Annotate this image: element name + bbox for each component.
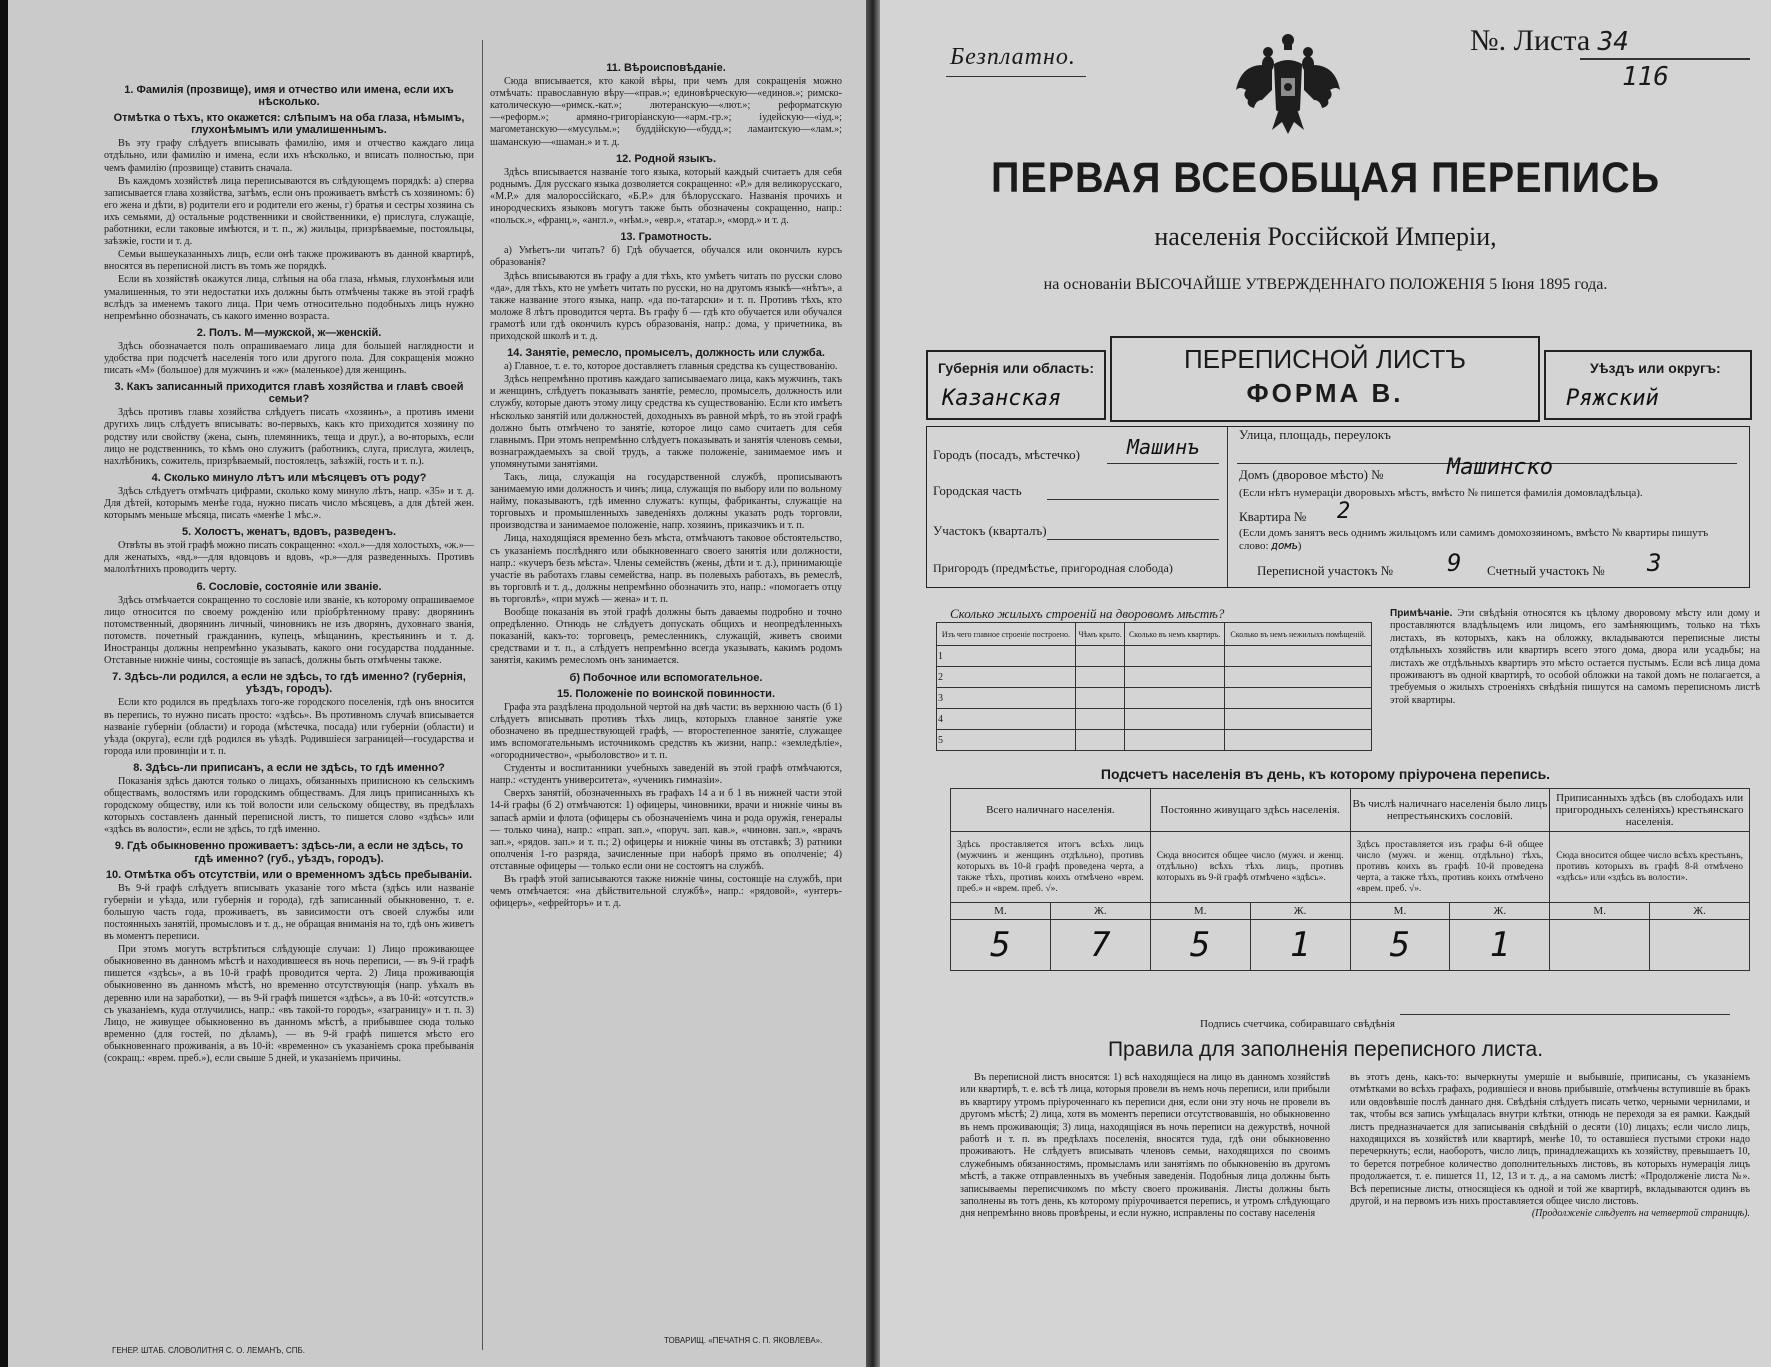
instruction-paragraph: а) Умѣетъ-ли читать? б) Гдѣ обучается, обучался или окончилъ курсъ образованія? <box>490 245 842 269</box>
instruction-paragraph: Въ 9-й графѣ слѣдуетъ вписывать указаніе того мѣста (здѣсь или названіе губерніи и уѣзда, или губернія и города), гдѣ записанный обыкновенно, т. е. большую часть года, проживаетъ, въ зависимости отъ своей службы или постоянныхъ занятій, промысловъ и т. д., не обращая вниманія на то, гдѣ онъ живетъ въ моментъ переписи. <box>104 882 474 943</box>
tally-column-description: Здѣсь проставляется изъ графы 6-й общее число (мужч. и женщ. отдѣльно) тѣхъ, противъ коихъ въ графѣ 10-й проведена черта, а также тѣхъ, противъ коихъ отмѣчено «врем. преб. √». <box>1350 832 1550 903</box>
buildings-cell[interactable] <box>1225 667 1372 688</box>
house-value[interactable]: Машинско <box>1447 455 1553 480</box>
section-heading: 8. Здѣсь-ли приписанъ, а если не здѣсь, то гдѣ именно? <box>133 761 445 774</box>
section-heading: б) Побочное или вспомогательное. <box>569 671 763 684</box>
buildings-cell[interactable] <box>1125 688 1225 709</box>
instruction-paragraph: Сюда вписывается, кто какой вѣры, при чемъ для сокращенія можно отмѣчать: православную вѣру—«прав.»; единовѣрческую—«единов.»; римско-католическую—«римск.-кат.»; лютеранскую—«лют.»; реформатскую—«реформ.»; армяно-григоріанскую—«арм.-гр.»; іудейскую—«іуд.»; магометанскую—«мусульм.»; буддійскую—«будд.»; ламаитскую—«лам.»; шаманскую—«шаман.» и т. д. <box>490 76 842 148</box>
section-heading: Отмѣтка о тѣхъ, кто окажется: слѣпымъ на оба глаза, нѣмымъ, глухонѣмымъ или умалишеннымъ. <box>113 112 465 137</box>
male-header: М. <box>1150 903 1250 920</box>
instruction-paragraph: Въ эту графу слѣдуетъ вписывать фамилію, имя и отчество каждаго лица отдѣльно, или фамилію и имена, если ихъ нѣсколько, и вписать полностью, при чемъ фамилію (прозвище) ставить сначала. <box>104 138 474 174</box>
city-label: Городъ (посадъ, мѣстечко) <box>933 447 1080 462</box>
buildings-row-number[interactable]: 4 <box>937 709 1076 730</box>
signature-label: Подпись счетчика, собиравшаго свѣдѣнія <box>1200 1018 1395 1030</box>
district-box <box>1544 350 1752 420</box>
buildings-cell[interactable] <box>1225 646 1372 667</box>
rules-continued: (Продолженіе слѣдуетъ на четвертой страницѣ). <box>1531 1208 1750 1220</box>
count-district-label: Счетный участокъ № <box>1487 563 1605 578</box>
instruction-paragraph: Здѣсь отмѣчается сокращенно то сословіе или званіе, къ которому опрашиваемое лицо относится по своему рожденію или пріобрѣтенному праву: дворянинъ потомственный, дворянинъ личный, чиновникъ не изъ дворянъ, духовнаго званія, потомств. почетный гражданинъ, купецъ, мѣщанинъ, крестьянинъ и т. д. Иностранцы должны непремѣнно указывать, какого они государства подданные. Отставные нижніе чины, состоящіе въ запасѣ, должны быть отмѣчены также. <box>104 594 474 667</box>
census-district-label: Переписной участокъ № <box>1257 563 1394 578</box>
buildings-cell[interactable] <box>1125 709 1225 730</box>
address-box <box>926 426 1750 588</box>
district-value[interactable]: Ряжский <box>1566 386 1659 411</box>
tally-column-description: Здѣсь проставляется итогъ всѣхъ лицъ (мужчинъ и женщинъ отдѣльно), противъ которыхъ въ 10-й графѣ проведена черта, а также тѣхъ, противъ коихъ отмѣчено «врем. преб.» и «врем. преб. √». <box>951 832 1151 903</box>
male-header: М. <box>1350 903 1450 920</box>
buildings-row-number[interactable]: 2 <box>937 667 1076 688</box>
rules-right-column: въ этотъ день, какъ-то: вычеркнуты умершіе и выбывшіе, приписаны, съ указаніемъ отмѣтками во всѣхъ графахъ, родившіеся и вновь прибывшіе, отмѣчены вступившіе въ бракъ или овдовѣвшіе послѣ даннаго дня. Свѣдѣнія слѣдуетъ писать четко, черными чернилами, и так, чтобы вся запись умѣщалась внутри клѣтки, отнюдь не переходя за ея рамки. Каждый листъ предназначается для записыванія свѣдѣній о десяти (10) лицахъ; если число лицъ, находящихся въ хозяйствѣ или квартирѣ, менѣе 10, то оставшіеся пустыми строки надо перечеркнуть; если, наоборотъ, число лицъ, принадлежащихъ къ хозяйству, превышаетъ 10, то берется потребное количество дополнительныхъ листовъ, въ которыхъ нумерація лицъ продолжается, т. е. пишется 11, 12, 13 и т. д., а на самомъ листѣ: «Продолженіе листа №». Всѣ переписные листы, относящіеся къ одной и той же квартирѣ, вкладываются одинъ въ другой, и на первомъ изъ нихъ проставляется общее число листовъ. (Продолженіе слѣдуетъ на четвертой страницѣ). <box>1350 1072 1750 1220</box>
section-heading: 9. Гдѣ обыкновенно проживаетъ: здѣсь-ли, а если не здѣсь, то гдѣ именно? (губ., уѣздъ, городъ). <box>114 840 464 865</box>
tally-column-description: Сюда вносится общее число всѣхъ крестьянъ, противъ которыхъ въ графѣ 8-й отмѣчено «здѣсь» или «здѣсь въ волости». <box>1550 832 1750 903</box>
column-divider <box>482 40 483 1350</box>
instruction-paragraph: а) Главное, т. е. то, которое доставляетъ главныя средства къ существованію. <box>504 361 838 373</box>
female-header: Ж. <box>1250 903 1350 920</box>
instruction-paragraph: Такъ, лица, служащія на государственной службѣ, прописываютъ занимаемую ими должность и чинъ; лица, служащія по выбору или по вольному найму, показываютъ, гдѣ именно служатъ: купцы, фабриканты, служащіе на торговыхъ и промышленныхъ заведеніяхъ должны указать родъ торговли, производства и занимаемое положеніе, напр. хозяинъ, приказчикъ и т. п. <box>490 472 842 532</box>
tally-value[interactable]: 1 <box>1450 920 1550 971</box>
section-heading: 15. Положеніе по воинской повинности. <box>556 687 775 700</box>
section-heading: 7. Здѣсь-ли родился, а если не здѣсь, то гдѣ именно? (губернія, уѣздъ, городъ). <box>112 671 466 696</box>
female-header: Ж. <box>1450 903 1550 920</box>
instruction-paragraph: Студенты и воспитанники учебныхъ заведеній въ этой графѣ отмѣчаются, напр.: «студентъ университета», «ученикъ гимназіи». <box>490 763 842 787</box>
buildings-cell[interactable] <box>1075 730 1124 751</box>
instruction-paragraph: Здѣсь противъ главы хозяйства слѣдуетъ писать «хозяинъ», а противъ имени другихъ лицъ слѣдуетъ вписывать: во-первыхъ, какъ кто приходится хозяину по родству или свойству (жена, сынъ, племянникъ, теща и друг.), а во-вторыхъ, если лицо не родственникъ, то кѣмъ оно служитъ (работникъ, слуга, прислуга, жилецъ, нахлѣбникъ, сожитель, призрѣваемый, постоялецъ, заѣзжій, гость и т. п.). <box>104 407 474 467</box>
tally-column-head: Въ числѣ наличнаго населенія было лицъ непрестьянскихъ сословій. <box>1350 789 1550 832</box>
section-heading: 14. Занятіе, ремесло, промыселъ, должность или служба. <box>507 347 825 360</box>
tally-column-description: Сюда вносится общее число (мужч. и женщ. отдѣльно) всѣхъ тѣхъ лицъ, противъ которыхъ въ 9-й графѣ отмѣчено «здѣсь». <box>1150 832 1350 903</box>
street-label: Улица, площадь, переулокъ <box>1239 427 1391 442</box>
female-header: Ж. <box>1050 903 1150 920</box>
tally-table <box>950 788 1750 971</box>
instruction-paragraph: Здѣсь слѣдуетъ отмѣчать цифрами, сколько кому минуло лѣтъ, напр. «35» и т. д. Для дѣтей, которымъ менѣе года, нужно писать число мѣсяцевъ, а для дѣтей жен. которымъ меньше мѣсяца, писать «менѣе 1 мѣс.». <box>104 485 474 522</box>
imperial-eagle-icon <box>1232 30 1344 135</box>
section-heading: 6. Сословіе, состояніе или званіе. <box>196 580 382 593</box>
buildings-question: Сколько жилыхъ строеній на дворовомъ мѣстѣ? <box>950 606 1225 621</box>
province-box <box>926 350 1106 420</box>
buildings-table <box>936 622 1372 751</box>
section-heading: 12. Родной языкъ. <box>615 152 716 165</box>
form-title: ПЕРЕПИСНОЙ ЛИСТЪ <box>1184 344 1466 374</box>
section-heading: 11. Вѣроисповѣданіе. <box>606 62 726 74</box>
tally-value[interactable] <box>1550 920 1650 971</box>
buildings-row-number[interactable]: 5 <box>937 730 1076 751</box>
form-letter: ФОРМА В. <box>1246 378 1404 408</box>
instruction-paragraph: Если въ хозяйствѣ окажутся лица, слѣпыя на оба глаза, нѣмыя, глухонѣмыя или умалишенныя, то эти недостатки ихъ должны быть отмѣчены также въ этой графѣ вслѣдъ за именемъ такого лица. При чемъ относительно подобныхъ лицъ нужно непремѣнно обозначать, съ какого именно возраста. <box>104 274 474 322</box>
sheet-underline <box>1580 58 1750 60</box>
apartment-value[interactable]: 2 <box>1337 499 1351 524</box>
buildings-cell[interactable] <box>1075 646 1124 667</box>
count-district-value[interactable]: 3 <box>1647 549 1662 577</box>
female-header: Ж. <box>1650 903 1750 920</box>
buildings-header: Изъ чего главное строеніе построено. <box>937 623 1076 646</box>
male-header: М. <box>1550 903 1650 920</box>
district-label: Уѣздъ или округъ: <box>1590 360 1721 376</box>
buildings-row-number[interactable]: 3 <box>937 688 1076 709</box>
instruction-paragraph: При этомъ могутъ встрѣтиться слѣдующіе случаи: 1) Лицо проживающее обыкновенно въ данномъ мѣстѣ и находившееся въ ночь переписи, — въ 9-й графѣ пишется «здѣсь», а въ 10-й графѣ проводится черта. 2) Лица проживающія обыкновенно въ данномъ мѣстѣ, но временно отсутствующія (напр. уѣхалъ въ деревню или на заработки), — въ 9-й графѣ пишется «здѣсь», а въ 10-й: «отсутств.» съ указаніемъ, куда отлучились, напр.: «въ такой-то городъ», «заграницу» и т. п. 3) Лицо, не живущее обыкновенно въ данномъ мѣстѣ, а прибывшее сюда только временно (для гостей, по дѣламъ), — въ 9-й графѣ пишется мѣсто его обыкновеннаго проживанія, а въ 10-й: «временно» съ указаніемъ срока пребыванія (сокращ.: «врем. преб.»), если свыше 5 дней, и указаніемъ причины. <box>104 944 474 1065</box>
house-note: (Если нѣтъ нумераціи дворовыхъ мѣстъ, вмѣсто № пишется фамилія домовладѣльца). <box>1239 487 1643 499</box>
section-heading: 4. Сколько минуло лѣтъ или мѣсяцевъ отъ роду? <box>151 471 427 484</box>
free-label: Безплатно. <box>950 44 1076 70</box>
signature-line <box>1400 1014 1730 1015</box>
city-part-label: Городская часть <box>933 483 1022 498</box>
male-header: М. <box>951 903 1051 920</box>
printer-footer-left: ГЕНЕР. ШТАБ. СЛОВОЛИТНЯ С. О. ЛЕМАНЪ, СПБ. <box>112 1346 305 1355</box>
instruction-paragraph: Въ каждомъ хозяйствѣ лица переписываются въ слѣдующемъ порядкѣ: а) сперва записывается глава хозяйства, затѣмъ, если онъ проживаетъ вмѣстѣ съ хозяиномъ: б) его жена и дѣти, в) родители его и родители его жены, г) братья и сестры хозяина съ ихъ семьями, д) остальные родственники и свойственники, е) прислуга, служащіе, работники, если таковые имѣются, и т. п., ж) жильцы, призрѣваемые, постояльцы, заѣзжіе, гости и т. д. <box>104 175 474 248</box>
instruction-paragraph: Графа эта раздѣлена продольной чертой на двѣ части: въ верхнюю часть (б 1) слѣдуетъ вписывать противъ тѣхъ лицъ, которыхъ главное занятіе уже обозначено въ предшествующей графѣ, — второстепенное занятіе, служащее имъ вспомогательнымъ источникомъ средствъ къ жизни, напр.: «земледѣліе», «огородничество», «рыболовство» и т. п. <box>490 701 842 762</box>
instruction-paragraph: Сверхъ занятій, обозначенныхъ въ графахъ 14 а и б 1 въ нижней части этой 14-й графы (б 2) отмѣчаются: 1) офицеры, чиновники, врачи и нижніе чины въ запасѣ арміи и флота (офицеры съ обозначеніемъ чина и рода оружія, генералы — только чина), напр.: «прап. зап.», «поруч. зап. кав.», «чиновн. зап.», «врачъ зап.», «рядов. зап.» и т. п.; 2) офицеры и нижніе чины въ отставкѣ; 3) ратники ополченія 1-го разряда, зачисленные при наборѣ прямо въ ополченіе; 4) отставные офицеры — только если они не состоятъ на службѣ. <box>490 788 842 872</box>
section-heading: 3. Какъ записанный приходится главѣ хозяйства и главѣ своей семьи? <box>114 381 464 406</box>
instruction-paragraph: Семьи вышеуказанныхъ лицъ, если онѣ также проживаютъ въ данной квартирѣ, вносятся въ переписной листъ въ томъ же порядкѣ. <box>104 249 474 273</box>
instruction-paragraph: Если кто родился въ предѣлахъ того-же городского поселенія, гдѣ онъ вносится въ перепись, то нужно писать просто: «здѣсь». Въ противномъ случаѣ вписывается названіе губерніи (области) и города (мѣстечка, посада) или губерніи (области) и уѣзда (округа), если гдѣ родился въ уѣздѣ. Родившіеся заграницей—государства и города или провинціи и т. п. <box>104 697 474 757</box>
instruction-paragraph: Отвѣты въ этой графѣ можно писать сокращенно: «хол.»—для холостыхъ, «ж.»—для женатыхъ, «вд.»—для вдовцовъ и вдовъ, «р.»—для разведенныхъ. Противъ малолѣтнихъ проводить черту. <box>104 540 474 576</box>
rules-left-column: Въ переписной листъ вносятся: 1) всѣ находящіеся на лицо въ данномъ хозяйствѣ или квартирѣ, т. е. всѣ тѣ лица, которыя провели въ немъ ночь переписи, или прибыли въ квартиру утромъ пріуроченнаго къ переписи дня, если они эту ночь не провели въ другомъ мѣстѣ; 2) лица, хотя въ моментъ переписи отсутствовавшія, но обыкновенно въ немъ проживающія; 3) лица, находящіяся въ ночь переписи на дежурствѣ, ночной работѣ и т. п. въ предѣлахъ поселенія, вносятся туда, гдѣ они обыкновенно проживаютъ. Не слѣдуетъ вписывать членовъ семьи, находящихся по своимъ служебнымъ обязанностямъ, промысламъ или занятіямъ по обыкновенію въ другомъ мѣстѣ, а также отправленныхъ въ учебныя заведенія. Подобныя лица должны быть записываемы переписчикомъ по мѣсту своего проживанія. Листы должны быть заполнены въ тотъ день, къ которому пріурочивается перепись, и утромъ слѣдующаго дня непремѣнно вновь провѣрены, и если нужно, исправлены по составу населенія <box>960 1072 1330 1220</box>
tally-value[interactable]: 5 <box>1350 920 1450 971</box>
apartment-label: Квартира № <box>1239 509 1307 524</box>
free-underline <box>946 76 1086 77</box>
tally-value[interactable] <box>1650 920 1750 971</box>
buildings-header: Чѣмъ крыто. <box>1075 623 1124 646</box>
instruction-paragraph: Здѣсь вписывается названіе того языка, который каждый считаетъ для себя роднымъ. Для русскаго языка дозволяется сокращенно: «Р.» для великорусскаго, «М.Р.» для малороссійскаго, «Б.Р.» для бѣлорусскаго. Названія прочихъ и инородческихъ языковъ могутъ также быть обозначены сокращенно, напр.: «польск.», «франц.», «англ.», «нѣм.», «евр.», «татар.», «морд.» и т. д. <box>490 166 842 227</box>
census-subtitle: населенія Россійской Имперіи, <box>1154 222 1497 251</box>
census-title: ПЕРВАЯ ВСЕОБЩАЯ ПЕРЕПИСЬ <box>991 154 1660 202</box>
buildings-header: Сколько въ немъ квартиръ. <box>1125 623 1225 646</box>
note-text: Эти свѣдѣнія относятся къ цѣлому дворовому мѣсту или дому и проставляются владѣльцемъ или лицомъ, его замѣняющимъ, только на тѣхъ листахъ, въ которыхъ, какъ на обложку, вкладываются переписные листы отдѣльныхъ хозяйствъ или квартиръ всего этого дома, двора или усадьбы; на листахъ же отдѣльныхъ квартиръ это мѣсто остается пустымъ. Если всѣ лица дома проживаютъ въ одной квартирѣ, то особой обложки на такой домъ не полагается, а требуемыя о жилыхъ строеніяхъ свѣдѣнія пишутся на самомъ переписномъ листѣ этой квартиры. <box>1390 608 1761 706</box>
tally-value[interactable]: 1 <box>1250 920 1350 971</box>
buildings-cell[interactable] <box>1075 688 1124 709</box>
instruction-paragraph: Въ графѣ этой записываются также нижніе чины, состоящіе на службѣ, при чемъ отмѣчается: «на дѣйствительной службѣ», напр.: «рядовой», «унтеръ-офицеръ», «ефрейторъ» и т. д. <box>490 874 842 910</box>
buildings-cell[interactable] <box>1225 730 1372 751</box>
archive-page-number: 116 <box>1622 62 1669 92</box>
province-value[interactable]: Казанская <box>942 386 1062 411</box>
buildings-cell[interactable] <box>1125 667 1225 688</box>
buildings-cell[interactable] <box>1125 646 1225 667</box>
section-heading: 10. Отмѣтка объ отсутствіи, или о временномъ здѣсь пребываніи. <box>105 868 473 881</box>
book-gutter <box>866 0 880 1367</box>
tally-value[interactable]: 7 <box>1050 920 1150 971</box>
tally-title: Подсчетъ населенія въ день, къ которому пріурочена перепись. <box>1100 766 1551 782</box>
instructions-column-2 <box>490 58 842 1330</box>
section-heading: 1. Фамилія (прозвище), имя и отчество или имена, если ихъ нѣсколько. <box>124 84 454 109</box>
buildings-cell[interactable] <box>1225 709 1372 730</box>
province-label: Губернія или область: <box>938 360 1095 376</box>
instruction-paragraph: Здѣсь обозначается полъ опрашиваемаго лица для большей наглядности и удобства при подсчетѣ населенія того или другого пола. Для сокращенія можно писать «М» (большое) для мужчинъ и «ж» (маленькое) для женщинъ. <box>104 340 474 377</box>
instruction-paragraph: Показанія здѣсь даются только о лицахъ, обязанныхъ приписною къ сельскимъ обществамъ, волостямъ или городскимъ обществамъ. Для лицъ приписанныхъ къ городскому обществу, или къ той волости или сельскому обществу, въ предѣлахъ которыхъ составленъ данный переписной листъ, то пишется слово «здѣсь» или «здѣсь въ волости», если не здѣсь, то гдѣ именно. <box>104 775 474 836</box>
suburb-label: Пригородъ (предмѣстье, пригородная слобода) <box>933 561 1173 575</box>
instructions-column-1 <box>104 80 474 1330</box>
form-title-box <box>1110 336 1540 422</box>
instruction-paragraph: Здѣсь непремѣнно противъ каждаго записываемаго лица, какъ мужчинъ, такъ и женщинъ, слѣдуетъ показывать занятіе, ремесло, промыселъ, должность или службу, которые даютъ этому лицу средства къ существованію. Если кто имѣетъ нѣсколько занятій или должностей, доходныхъ въ равной мѣрѣ, то въ этой графѣ должно быть отмѣчено то занятіе, которое лицо само считаетъ для себя главнымъ. При этомъ непремѣнно слѣдуетъ показывать и занятія членовъ семьи, вознаграждаемыхъ за свой трудъ, а также положеніе, занимаемое имъ и упомянутыми занятіями. <box>490 374 842 470</box>
buildings-row-number[interactable]: 1 <box>937 646 1076 667</box>
note-block <box>1390 608 1760 707</box>
section-heading: 13. Грамотность. <box>620 231 712 244</box>
buildings-cell[interactable] <box>1075 667 1124 688</box>
right-page <box>880 0 1771 1367</box>
tally-column-head: Приписанныхъ здѣсь (въ слободахъ или пригородныхъ селеніяхъ) крестьянскаго населенія. <box>1550 789 1750 832</box>
apartment-note: (Если домъ занятъ весь однимъ жильцомъ или самимъ домохозяиномъ, вмѣсто № квартиры пишутъ слово: домъ) <box>1239 527 1709 552</box>
census-district-value[interactable]: 9 <box>1447 549 1462 577</box>
sheet-number-label: №. Листа 34 <box>1470 24 1629 57</box>
section-heading: 5. Холостъ, женатъ, вдовъ, разведенъ. <box>181 526 397 539</box>
legal-basis: на основаніи ВЫСОЧАЙШЕ УТВЕРЖДЕННАГО ПОЛОЖЕНІЯ 5 Іюня 1895 года. <box>1043 276 1608 293</box>
city-value[interactable]: Машинъ <box>1127 435 1200 459</box>
instruction-paragraph: Лица, находящіяся временно безъ мѣста, отмѣчаютъ таковое обстоятельство, съ указаніемъ послѣдняго или обыкновеннаго своего занятія или должности, напр.: «кучеръ безъ мѣста». Члены семействъ (жены, дѣти и т. д.), принимающіе участіе въ работахъ главы семейства, напр. въ полевыхъ работахъ, въ ремеслѣ, въ торговлѣ и т. д., должны непремѣнно обозначить это, напр.: «помогаетъ отцу въ торговлѣ», «при мужѣ — жена» и т. п. <box>490 533 842 605</box>
tally-column-head: Постоянно живущаго здѣсь населенія. <box>1150 789 1350 832</box>
buildings-cell[interactable] <box>1125 730 1225 751</box>
tally-value[interactable]: 5 <box>1150 920 1250 971</box>
note-title: Примѣчаніе. <box>1390 608 1453 619</box>
buildings-cell[interactable] <box>1225 688 1372 709</box>
instruction-paragraph: Здѣсь вписываются въ графу а для тѣхъ, кто умѣетъ читать по русски слово «да», для тѣхъ, кто не умѣетъ читать по русски, но на другомъ языкѣ—«нѣтъ», а также название этого языка, напр. «да по-татарски» и т. п. Противъ тѣхъ, кто моложе 8 лѣтъ проводится черта. Въ графу б — гдѣ кто обучается или обучался грамотѣ или гдѣ окончилъ курсъ образованія, напр.: дома, у причетника, въ приходской школѣ и т. д. <box>490 270 842 342</box>
printer-footer-right: ТОВАРИЩ. «ПЕЧАТНЯ С. П. ЯКОВЛЕВА». <box>664 1336 823 1345</box>
precinct-label: Участокъ (кварталъ) <box>933 523 1047 538</box>
tally-column-head: Всего наличнаго населенія. <box>951 789 1151 832</box>
house-label: Домъ (дворовое мѣсто) № <box>1239 467 1384 482</box>
section-heading: 2. Полъ. М—мужской, ж—женскій. <box>196 326 382 339</box>
buildings-cell[interactable] <box>1075 709 1124 730</box>
buildings-header: Сколько въ немъ нежилыхъ помѣщеній. <box>1225 623 1372 646</box>
sheet-number-value: 34 <box>1597 27 1629 57</box>
left-page <box>8 0 866 1367</box>
instruction-paragraph: Вообще показанія въ этой графѣ должны быть даваемы подробно и точно опредѣленно. Отнюдь не слѣдуетъ допускать общихъ и неопредѣленныхъ показаній, какъ-то: торговецъ, ремесленникъ, служащій, живетъ своими средствами и т. п., а слѣдуетъ непремѣнно всегда указывать, какимъ родомъ занятія, какимъ ремесломъ онъ занимается. <box>490 607 842 667</box>
rules-title: Правила для заполненія переписного листа. <box>1107 1038 1544 1061</box>
apartment-note-value: домъ <box>1271 539 1298 552</box>
tally-value[interactable]: 5 <box>951 920 1051 971</box>
